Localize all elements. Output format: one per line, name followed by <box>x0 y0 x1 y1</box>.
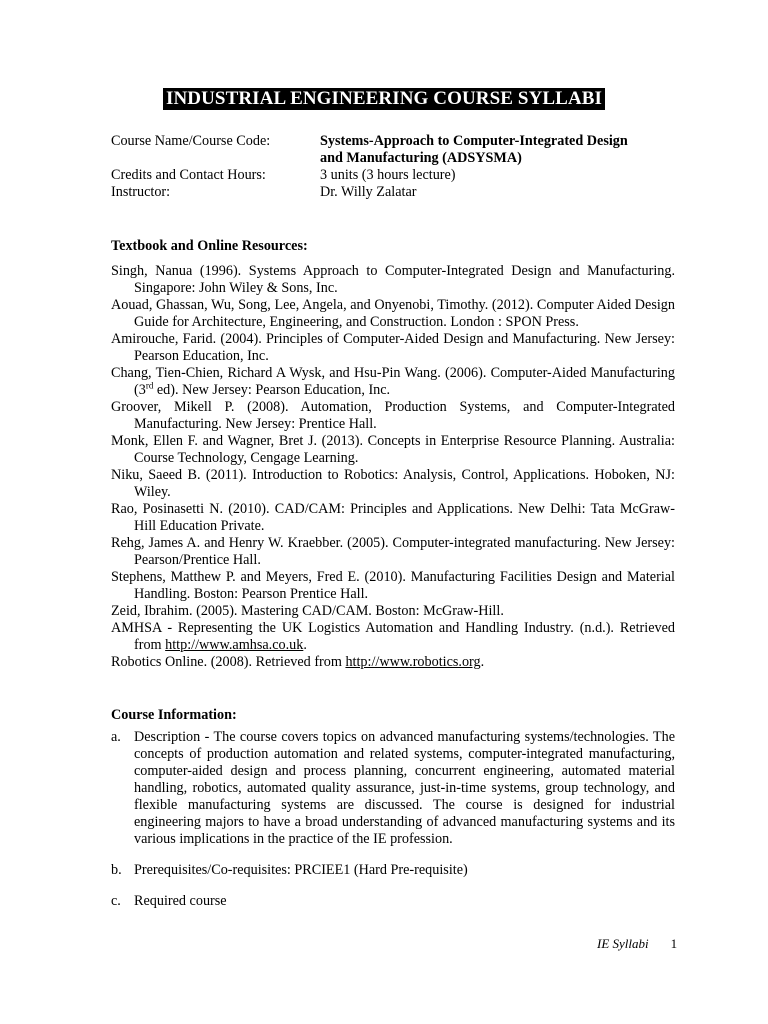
course-name-row <box>111 133 681 167</box>
credits-row <box>111 167 681 184</box>
reference-item: Stephens, Matthew P. and Meyers, Fred E. (2010). Manufacturing Facilities Design and Material Handling. Boston: Pearson Prentice Hall. <box>111 569 675 602</box>
course-info-item <box>111 862 675 879</box>
reference-item: Groover, Mikell P. (2008). Automation, Production Systems, and Computer-Integrated Manufacturing. New Jersey: Prentice Hall. <box>111 399 675 432</box>
item-text: Required course <box>134 893 227 909</box>
item-letter: b. <box>111 862 122 878</box>
instructor-row <box>111 184 681 201</box>
reference-item: Chang, Tien-Chien, Richard A Wysk, and Hsu-Pin Wang. (2006). Computer-Aided Manufacturing (3rd ed). New Jersey: Pearson Education, Inc. <box>111 365 675 398</box>
reference-link[interactable]: http://www.amhsa.co.uk <box>165 637 304 653</box>
course-name-value <box>320 133 681 167</box>
credits-label: Credits and Contact Hours: <box>111 167 266 183</box>
reference-list <box>111 263 675 671</box>
page-footer <box>597 935 677 952</box>
item-letter: c. <box>111 893 121 909</box>
reference-item: Rehg, James A. and Henry W. Kraebber. (2005). Computer-integrated manufacturing. New Jersey: Pearson/Prentice Hall. <box>111 535 675 568</box>
course-name-line-1: Systems-Approach to Computer-Integrated Design <box>320 133 628 149</box>
course-name-line-2: and Manufacturing (ADSYSMA) <box>320 150 522 166</box>
instructor-label: Instructor: <box>111 184 171 200</box>
course-info-item <box>111 729 675 848</box>
instructor-value: Dr. Willy Zalatar <box>320 184 417 200</box>
reference-item: Singh, Nanua (1996). Systems Approach to Computer-Integrated Design and Manufacturing. Singapore: John Wiley & Sons, Inc. <box>111 263 675 296</box>
reference-link[interactable]: http://www.robotics.org <box>345 654 481 670</box>
reference-item: Robotics Online. (2008). Retrieved from http://www.robotics.org. <box>111 654 485 670</box>
item-text: Prerequisites/Co-requisites: PRCIEE1 (Hard Pre-requisite) <box>134 862 468 878</box>
ordinal-superscript: rd <box>145 380 154 391</box>
course-info-item <box>111 893 675 910</box>
reference-item: AMHSA - Representing the UK Logistics Automation and Handling Industry. (n.d.). Retrieved from http://www.amhsa.co.uk. <box>111 620 675 653</box>
course-meta <box>111 133 681 201</box>
reference-item: Amirouche, Farid. (2004). Principles of Computer-Aided Design and Manufacturing. New Jersey: Pearson Education, Inc. <box>111 331 675 364</box>
textbooks-heading: Textbook and Online Resources: <box>111 238 308 254</box>
reference-item: Zeid, Ibrahim. (2005). Mastering CAD/CAM. Boston: McGraw-Hill. <box>111 603 504 619</box>
footer-label: IE Syllabi <box>597 936 649 951</box>
item-text: Description - The course covers topics on advanced manufacturing systems/technologies. The concepts of production automation and related systems, computer-integrated manufacturing, computer-aided design and process planning, concurrent engineering, automated material handling, robotics, automated quality assurance, just-in-time systems, group technology, and flexible manufacturing systems are discussed. The course is designed for industrial engineering majors to have a broad understanding of advanced manufacturing systems and its various implications in the practice of the IE profession. <box>134 729 675 847</box>
page-title: INDUSTRIAL ENGINEERING COURSE SYLLABI <box>163 88 605 110</box>
course-info-heading: Course Information: <box>111 707 237 723</box>
course-name-label: Course Name/Course Code: <box>111 133 271 149</box>
page-number: 1 <box>670 936 678 951</box>
reference-item: Monk, Ellen F. and Wagner, Bret J. (2013). Concepts in Enterprise Resource Planning. Australia: Course Technology, Cengage Learning. <box>111 433 675 466</box>
course-info-list <box>111 729 675 910</box>
title-block <box>0 88 768 110</box>
item-letter: a. <box>111 729 121 745</box>
reference-item: Niku, Saeed B. (2011). Introduction to Robotics: Analysis, Control, Applications. Hoboken, NJ: Wiley. <box>111 467 675 500</box>
credits-value: 3 units (3 hours lecture) <box>320 167 456 183</box>
reference-item: Aouad, Ghassan, Wu, Song, Lee, Angela, and Onyenobi, Timothy. (2012). Computer Aided Design Guide for Architecture, Engineering, and Construction. London : SPON Press. <box>111 297 675 330</box>
reference-item: Rao, Posinasetti N. (2010). CAD/CAM: Principles and Applications. New Delhi: Tata McGraw-Hill Education Private. <box>111 501 675 534</box>
